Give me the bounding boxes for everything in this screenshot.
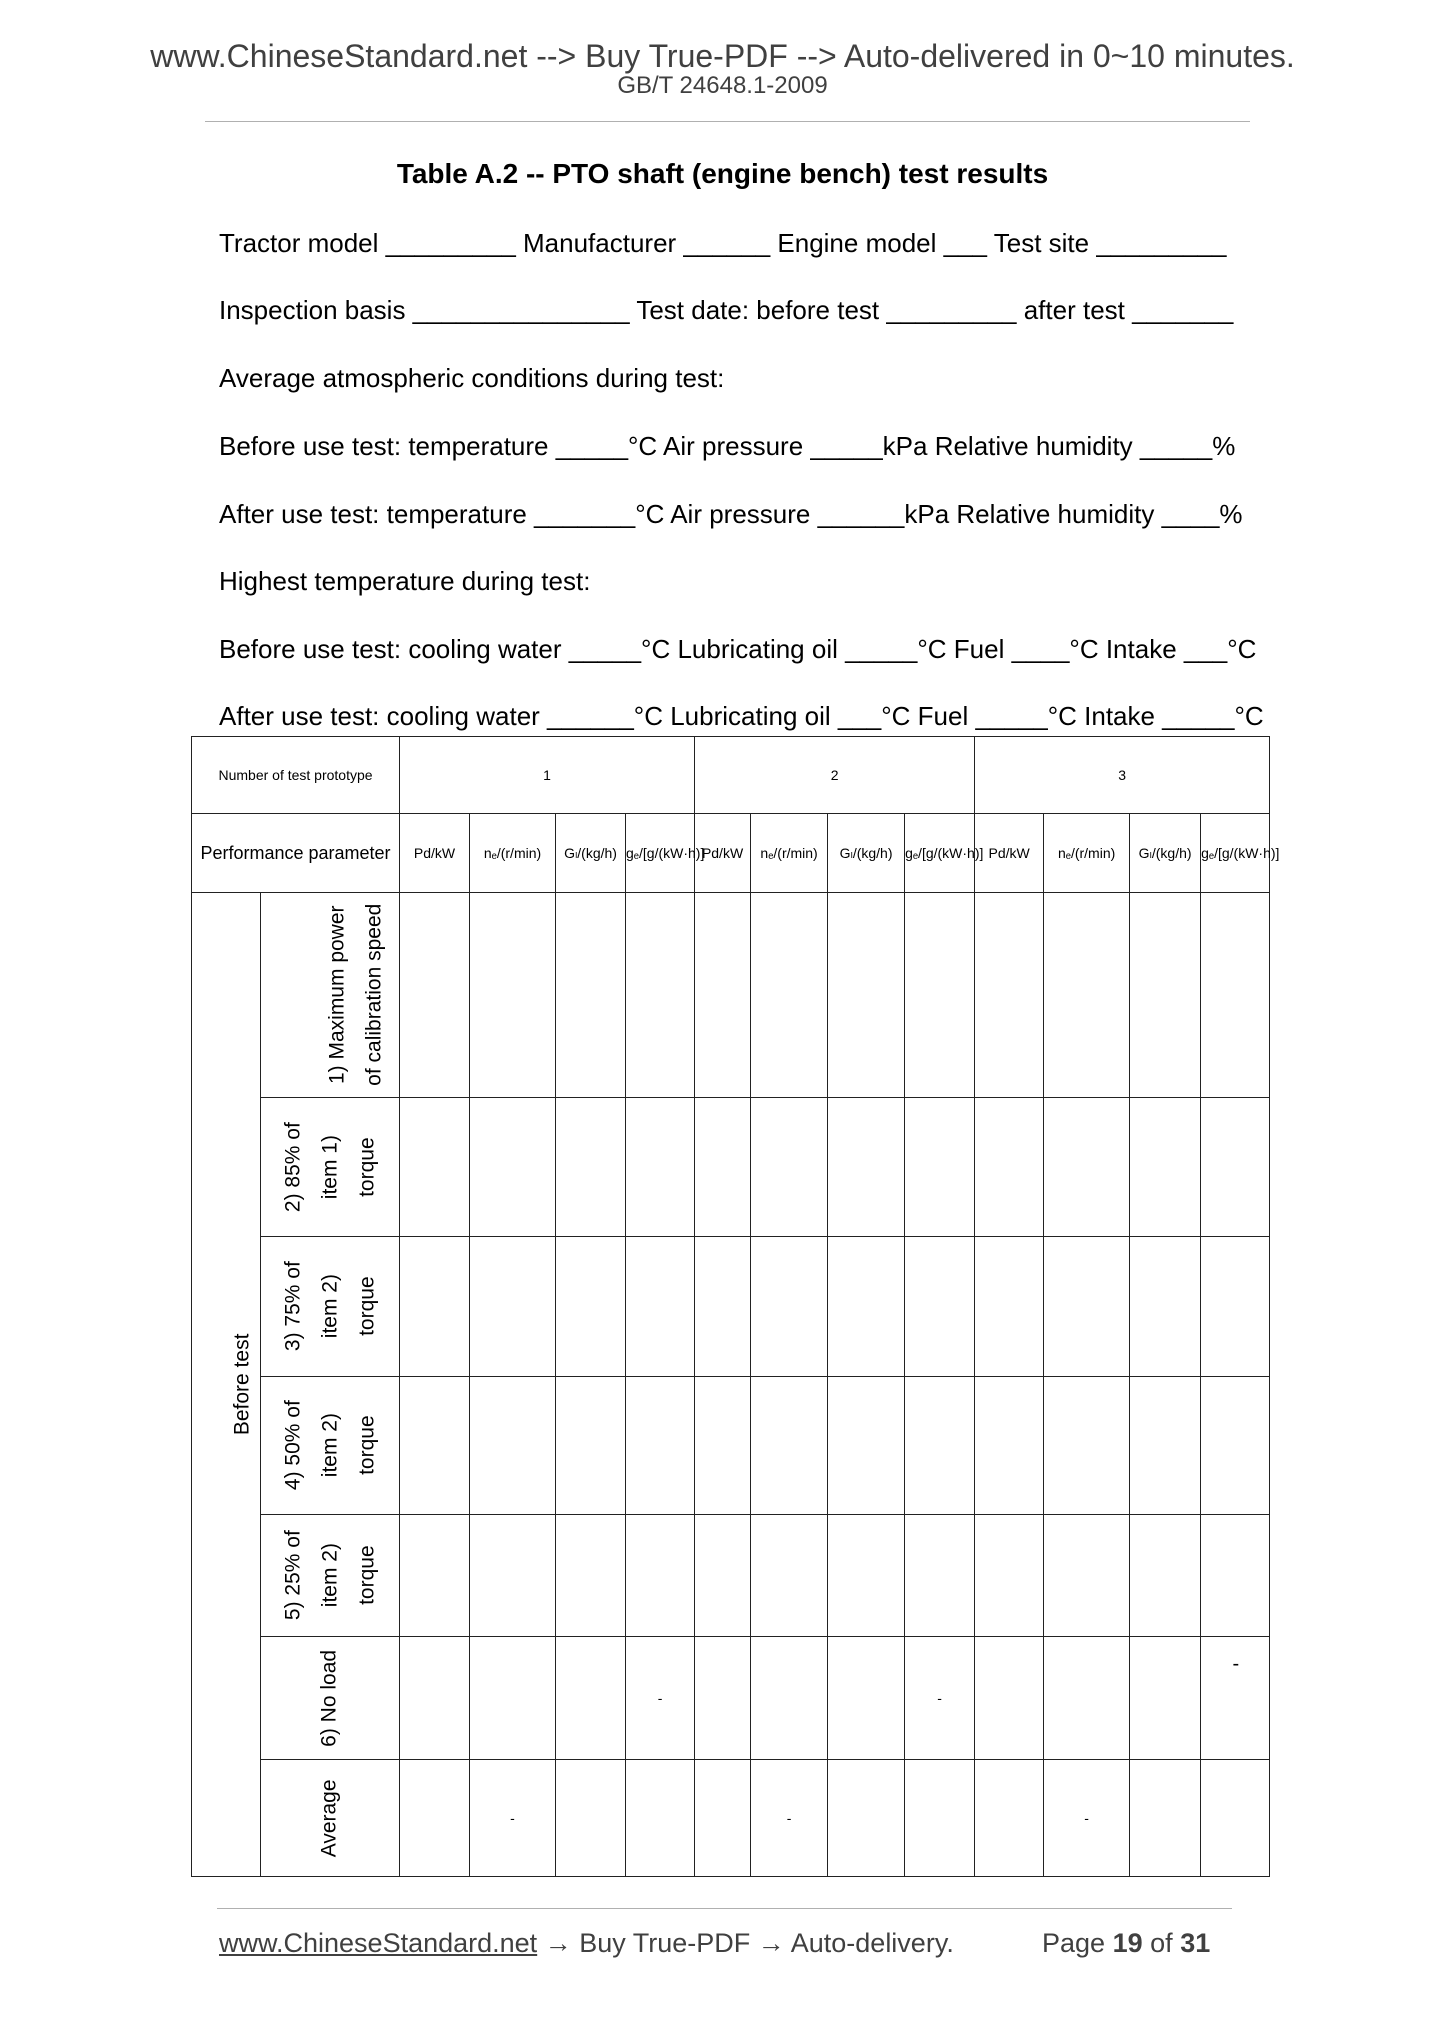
unit-ge: gₑ/[g/(kW·h)]: [1201, 814, 1270, 893]
unit-pd: Pd/kW: [975, 814, 1044, 893]
footer-site-link[interactable]: www.ChineseStandard.net: [219, 1928, 538, 1958]
stage-label: Before test: [230, 1333, 254, 1436]
header-banner: www.ChineseStandard.net --> Buy True-PDF --> Auto-delivered in 0~10 minutes.: [150, 38, 1295, 74]
page-number: 19: [1112, 1928, 1143, 1958]
stage-cell: [192, 893, 261, 1877]
prototype-3-header: 3: [975, 737, 1270, 814]
form-line-after-temp: After use test: cooling water ______°C Lubricating oil ___°C Fuel _____°C Intake _____°C: [219, 701, 1264, 731]
unit-gl: Gₗ/(kg/h): [556, 814, 626, 893]
dash-cell: -: [1044, 1760, 1130, 1877]
row-label-cell: [261, 1637, 400, 1760]
of-word: of: [1150, 1928, 1173, 1958]
unit-ge: gₑ/[g/(kW·h)]: [905, 814, 975, 893]
form-line-atmospheric: Average atmospheric conditions during test:: [219, 363, 725, 393]
row-label-cell: [261, 893, 400, 1098]
unit-ne: nₑ/(r/min): [751, 814, 828, 893]
unit-pd: Pd/kW: [695, 814, 751, 893]
header-divider: [205, 121, 1250, 122]
dash-cell: [1201, 1637, 1270, 1760]
row-label: 3) 75% of item 2) torque: [280, 1261, 378, 1352]
unit-gl: Gₗ/(kg/h): [1130, 814, 1201, 893]
prototype-2-header: 2: [695, 737, 975, 814]
unit-ne: nₑ/(r/min): [470, 814, 556, 893]
row-label-cell: [261, 1098, 400, 1237]
unit-ne: nₑ/(r/min): [1044, 814, 1130, 893]
form-line-tractor: Tractor model _________ Manufacturer ______ Engine model ___ Test site _________: [219, 228, 1227, 258]
prototype-1-header: 1: [400, 737, 695, 814]
row-label: Average: [317, 1779, 341, 1857]
row-label: 5) 25% of item 2) torque: [280, 1530, 378, 1621]
row-label-cell: [261, 1515, 400, 1637]
page-word: Page: [1042, 1928, 1106, 1958]
form-line-inspection: Inspection basis _______________ Test date: before test _________ after test _______: [219, 295, 1234, 325]
row-label-cell: [261, 1237, 400, 1377]
table-title: Table A.2 -- PTO shaft (engine bench) test results: [396, 158, 1049, 189]
dash-mark: -: [1232, 1653, 1240, 1675]
form-line-after-atmos: After use test: temperature _______°C Air pressure ______kPa Relative humidity ____%: [219, 499, 1243, 529]
unit-ge: gₑ/[g/(kW·h)]: [626, 814, 695, 893]
dash-cell: -: [751, 1760, 828, 1877]
row-label-cell: [261, 1377, 400, 1515]
prototype-header: Number of test prototype: [192, 737, 400, 814]
form-line-highest-temp: Highest temperature during test:: [219, 566, 591, 596]
unit-gl: Gₗ/(kg/h): [828, 814, 905, 893]
row-label: 1) Maximum power of calibration speed: [325, 903, 385, 1087]
results-table: [191, 736, 1280, 1877]
row-label: 4) 50% of item 2) torque: [280, 1400, 378, 1491]
footer-tagline: → Buy True-PDF → Auto-delivery.: [537, 1928, 954, 1958]
row-label: 6) No load: [317, 1649, 341, 1747]
unit-pd: Pd/kW: [400, 814, 470, 893]
page-total: 31: [1180, 1928, 1211, 1958]
row-label-cell: [261, 1760, 400, 1877]
form-line-before-temp: Before use test: cooling water _____°C Lubricating oil _____°C Fuel ____°C Intake ___°C: [219, 634, 1257, 664]
footer-link[interactable]: [219, 1928, 954, 1959]
footer-divider: [217, 1908, 1232, 1909]
dash-cell: -: [905, 1637, 975, 1760]
dash-cell: -: [470, 1760, 556, 1877]
form-line-before-atmos: Before use test: temperature _____°C Air pressure _____kPa Relative humidity _____%: [219, 431, 1236, 461]
page-indicator: [1042, 1928, 1210, 1959]
parameter-header: Performance parameter: [192, 814, 400, 893]
dash-cell: -: [626, 1637, 695, 1760]
standard-number: GB/T 24648.1-2009: [617, 72, 828, 99]
row-label: 2) 85% of item 1) torque: [280, 1122, 378, 1212]
